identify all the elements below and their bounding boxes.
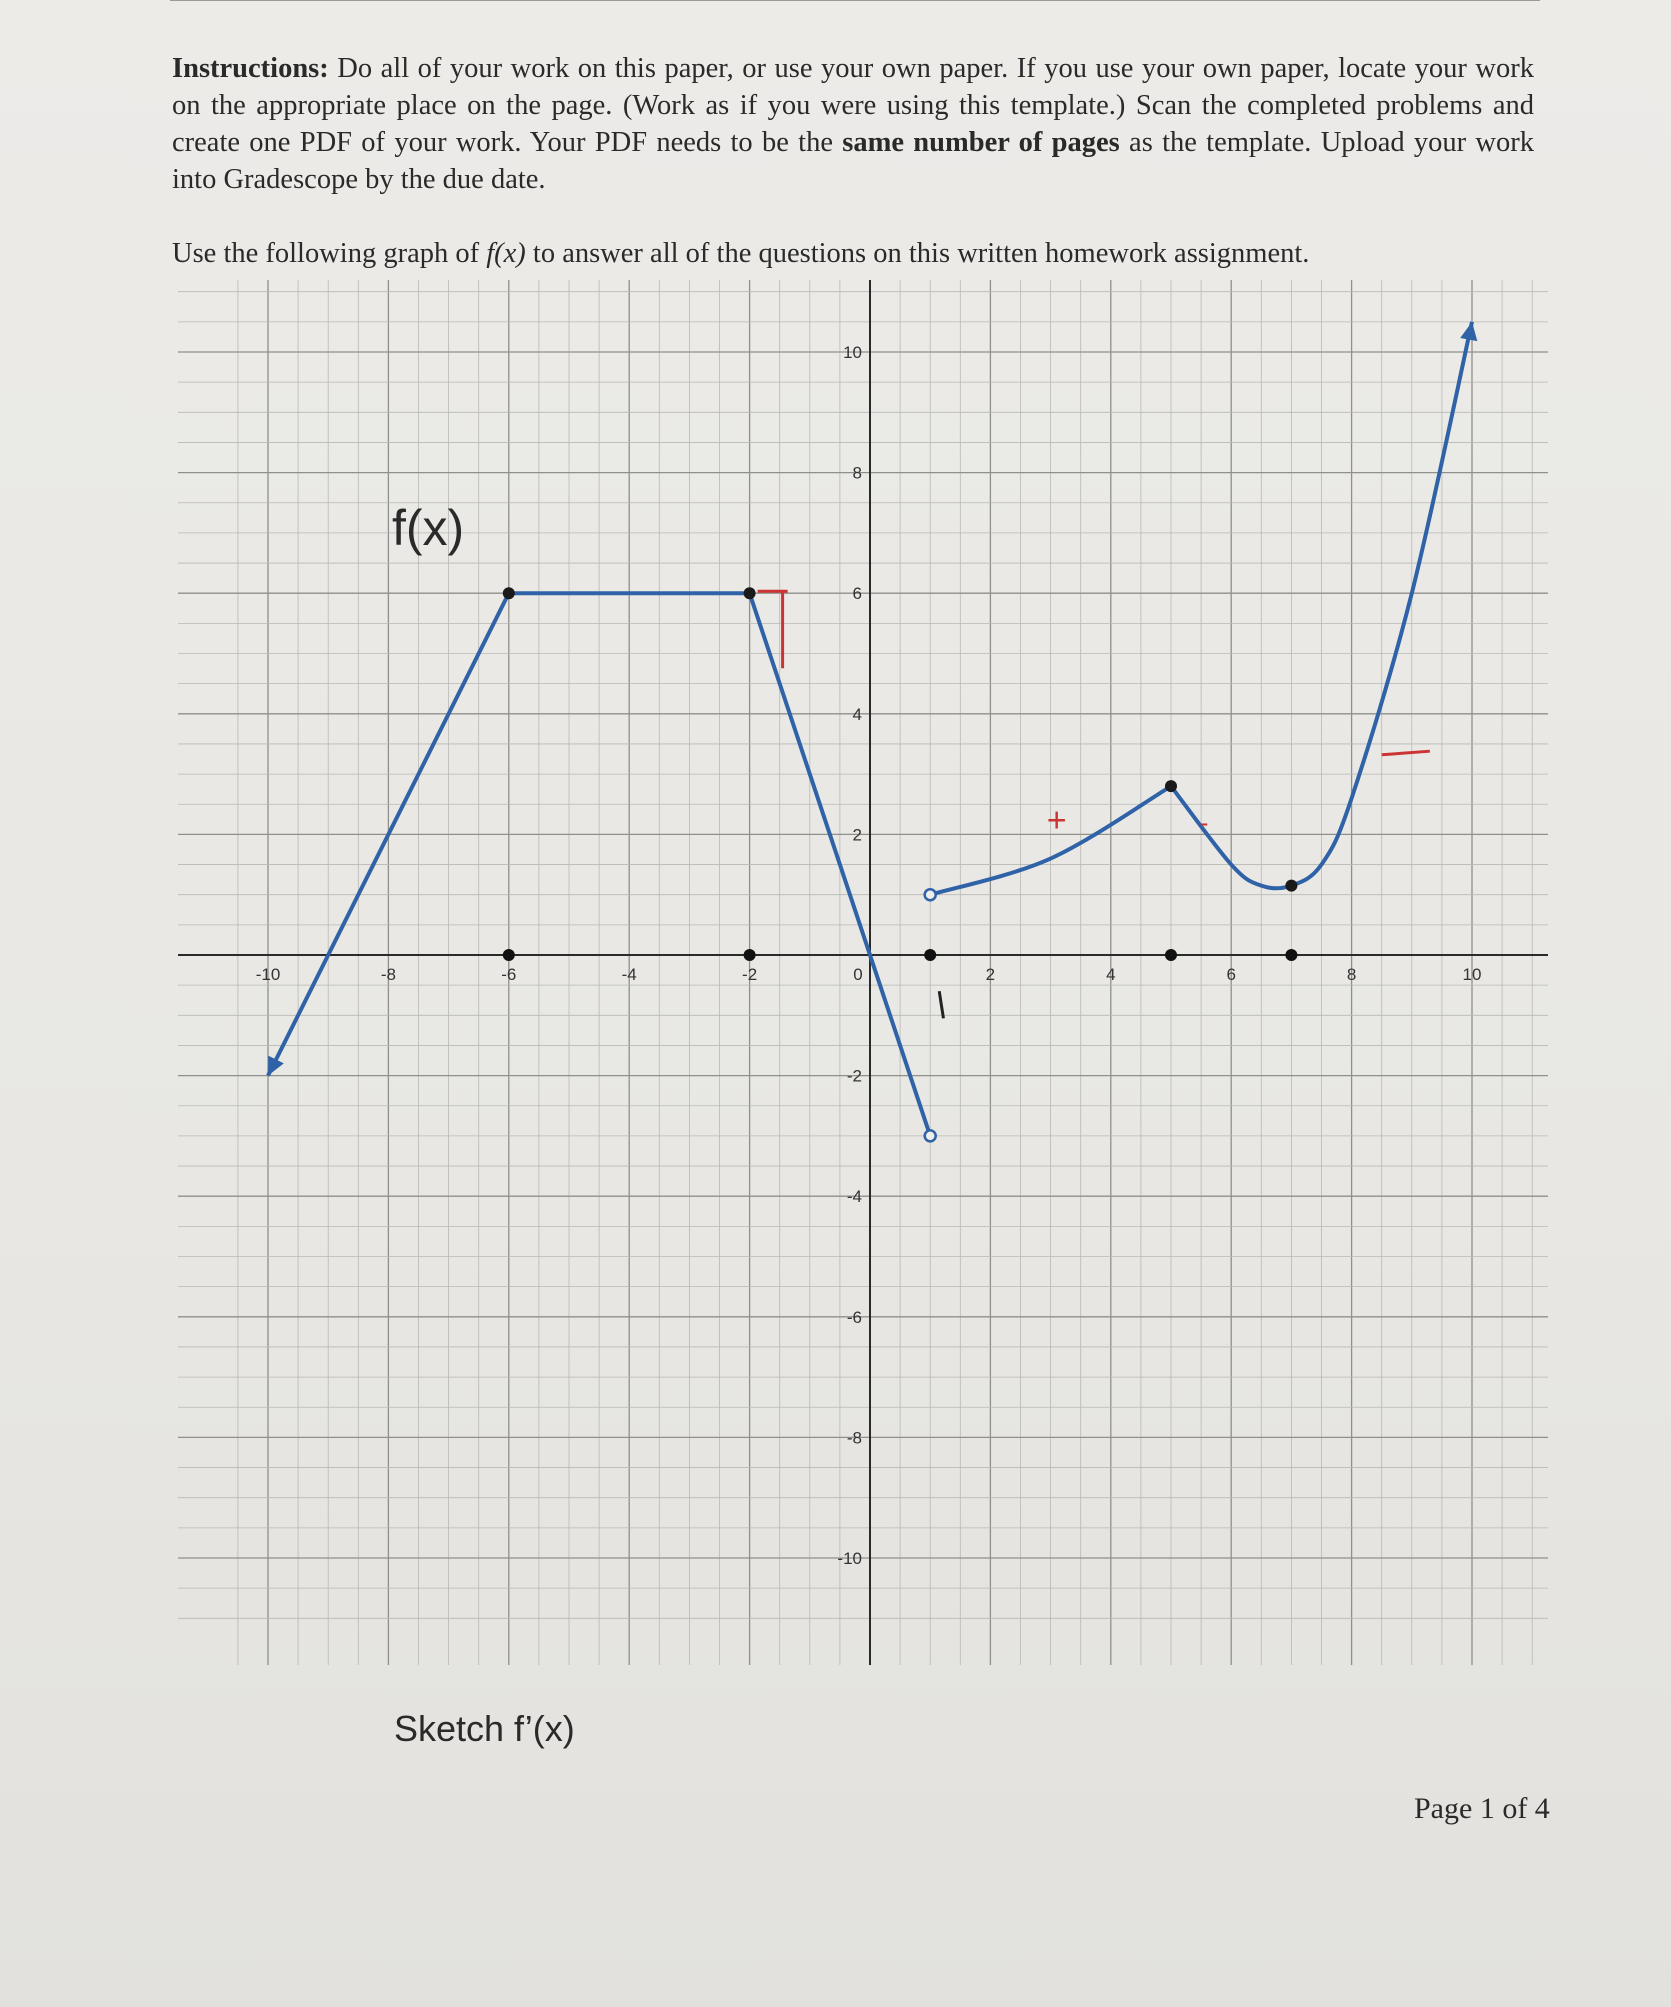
prompt-after: to answer all of the questions on this written homework assignment. (525, 238, 1310, 269)
red-minus-mark: - (1199, 807, 1209, 838)
axis-critical-point-mark (924, 949, 936, 961)
prompt-function: f(x) (486, 238, 526, 269)
y-tick-label: 4 (852, 704, 862, 724)
x-tick-label: -4 (621, 965, 637, 984)
red-dash-mark (1382, 751, 1430, 755)
closed-point (503, 587, 515, 599)
instructions-emphasis: same number of pages (842, 127, 1120, 158)
closed-point (744, 587, 756, 599)
x-tick-label: -6 (501, 965, 517, 984)
x-tick-label: 6 (1226, 965, 1236, 984)
instructions-text-end: as the template. Upload your work into Gradescope by the due date. (172, 127, 1534, 195)
open-point (925, 889, 936, 900)
y-tick-label: 2 (852, 825, 862, 845)
instructions-heading: Instructions: (172, 53, 329, 84)
axis-critical-point-mark (503, 949, 515, 961)
page-number: Page 1 of 4 (1414, 1792, 1550, 1825)
prompt-before: Use the following graph of (172, 238, 487, 269)
y-tick-label: 6 (852, 584, 862, 604)
y-tick-label: 8 (852, 463, 862, 483)
pencil-tick-mark (939, 991, 943, 1018)
y-tick-label: 10 (843, 343, 862, 362)
x-tick-label: 0 (853, 965, 863, 984)
right-end-arrow (1460, 322, 1477, 341)
y-tick-label: -6 (846, 1307, 862, 1327)
x-tick-label: -10 (255, 965, 281, 984)
x-tick-label: -2 (742, 965, 758, 984)
graph-function-label: f(x) (392, 500, 465, 556)
sketch-derivative-label: Sketch f’(x) (394, 1708, 575, 1749)
function-curves (268, 322, 1477, 1142)
axis-critical-point-mark (744, 949, 756, 961)
y-tick-label: -2 (846, 1066, 862, 1086)
x-tick-label: 4 (1106, 965, 1116, 984)
x-tick-label: 2 (985, 965, 996, 984)
instructions-text: Do all of your work on this paper, or use your own paper. If you use your own paper, locate your work on the appropriate place on the page. (Work as if you were using this template.) Scan the completed problems and create one PDF of your work. Your PDF needs to be the (172, 53, 1534, 158)
x-tick-label: -8 (380, 965, 396, 984)
y-tick-label: -10 (837, 1549, 862, 1568)
red-plus-mark: + (1046, 801, 1067, 840)
closed-point (1285, 880, 1297, 892)
y-tick-label: -8 (846, 1428, 862, 1448)
axis-critical-point-mark (1165, 949, 1177, 961)
y-tick-label: -4 (846, 1187, 862, 1207)
x-tick-label: 10 (1462, 965, 1482, 984)
closed-point (1165, 780, 1177, 792)
open-point (925, 1130, 936, 1141)
axis-critical-point-mark (1285, 949, 1297, 961)
x-tick-label: 8 (1346, 965, 1357, 984)
